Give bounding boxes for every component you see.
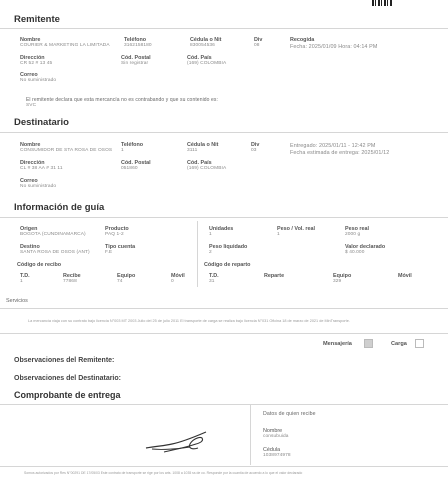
remitente-recogida: Fecha: 2025/01/09 Hora: 04:14 PM [290,44,378,50]
remitente-title: Remitente [14,14,60,25]
guia-movil: 0 [171,279,174,284]
divider [0,28,448,29]
guia-tipo-cuenta-label: Tipo cuenta [105,244,136,250]
mensajeria-label: Mensajería [323,341,352,347]
destinatario-direccion: CL # 38 AA # 31 11 [20,166,63,171]
remitente-recogida-label: Recogida [290,37,315,43]
destinatario-div: 03 [251,148,257,153]
divider [0,466,448,467]
comprobante-cedula-label: Cédula [263,447,281,453]
guia-equipo: 74 [117,279,123,284]
guia-td: 1 [20,279,23,284]
observaciones-remitente-label: Observaciones del Remitente: [14,357,115,364]
guia-reparte-label: Reparte [264,273,285,279]
destinatario-correo-label: Correo [20,178,38,184]
column-divider [197,221,198,287]
guia-recibe: 77868 [63,279,77,284]
guia-cod-reparto-label: Código de reparto [204,262,251,268]
guia-movil2-label: Móvil [398,273,412,279]
guia-cod-recibo-label: Código de recibo [17,262,62,268]
divider [0,333,448,334]
destinatario-nombre-label: Nombre [20,142,41,148]
remitente-declaracion: El remitente declara que esta mercancía no es contrabando y que su contenido es: [26,97,219,103]
guia-equipo2-label: Equipo [333,273,352,279]
carga-label: Carga [391,341,407,347]
comprobante-title: Comprobante de entrega [14,390,121,400]
guia-peso-liq-label: Peso liquidado [209,244,248,250]
guia-td2-label: T.D. [209,273,219,279]
remitente-div-label: Div [254,37,263,43]
guia-recibe-label: Recibe [63,273,81,279]
guia-td-label: T.D. [20,273,30,279]
guia-peso-vol-label: Peso / Vol. real [277,226,315,232]
observaciones-destinatario-label: Observaciones del Destinatario: [14,375,121,382]
divider [0,217,448,218]
destinatario-nombre: CONSUMIDOR DE STA ROSA DE OSOS [20,148,113,153]
guia-destino-label: Destino [20,244,40,250]
divider [0,132,448,133]
guia-destino: SANTA ROSA DE OSOS (ANT) [20,250,90,255]
destinatario-postal: 051860 [121,166,138,171]
remitente-postal-label: Cód. Postal [121,55,151,61]
guia-movil-label: Móvil [171,273,185,279]
remitente-pais: (169) COLOMBIA [187,61,227,66]
remitente-contenido: SVC [26,103,37,108]
destinatario-title: Destinatario [14,117,69,128]
divider [0,404,448,405]
remitente-postal: Sin registrar [121,61,149,66]
remitente-div: 08 [254,43,260,48]
destinatario-postal-label: Cód. Postal [121,160,151,166]
column-divider [250,405,251,465]
remitente-nombre-label: Nombre [20,37,41,43]
guia-valor-label: Valor declarado [345,244,386,250]
destinatario-telefono-label: Teléfono [121,142,144,148]
destinatario-cedula: 3111 [187,148,198,153]
remitente-correo-label: Correo [20,72,38,78]
guia-producto: PAQ 1-2 [105,232,124,237]
remitente-telefono-label: Teléfono [124,37,147,43]
guia-title: Información de guía [14,202,105,213]
carga-checkbox[interactable] [415,339,424,348]
guia-origen: BOGOTA (CUNDINAMARCA) [20,232,86,237]
guia-origen-label: Origen [20,226,38,232]
destinatario-correo: No suministrado [20,184,57,189]
remitente-nombre: COURIER & MARKETING LA LIMITADA [20,43,110,48]
comprobante-datos-label: Datos de quien recibe [263,411,316,417]
footer-legal: Somos autorizados por Res N°00291 DE 17/05/03 Este contrato de transporte se rige por los arts. 1008 a 1035 ss de co. Responde por la cuantía de acuerdo a lo que el valor declarado [24,471,303,475]
destinatario-pais-label: Cód. País [187,160,212,166]
destinatario-pais: (169) COLOMBIA [187,166,227,171]
guia-tipo-cuenta: F.E [105,250,113,255]
remitente-pais-label: Cód. País [187,55,212,61]
guia-peso-real-label: Peso real [345,226,369,232]
divider [0,308,448,309]
servicios-legal: La mercancía viaja con su contrato bajo licencia N°003 MT 2003 Julio del 25 de julio 2011 El transporte de carga se realiza bajo licencia N°031 Oficina 18 de marzo de 2021 de MinTransporte. [28,319,350,323]
servicios-title: Servicios [6,298,28,304]
signature-image [142,428,218,456]
destinatario-cedula-label: Cédula o Nit [187,142,219,148]
guia-td2: 31 [209,279,215,284]
guia-equipo2: 329 [333,279,342,284]
remitente-telefono: 3162158180 [124,43,152,48]
qr-code-icon [372,0,392,6]
guia-valor: $ 40.000 [345,250,365,255]
remitente-cedula: 830054536 [190,43,215,48]
destinatario-estimado: Fecha estimada de entrega: 2025/01/12 [290,150,390,156]
destinatario-telefono: 1 [121,148,124,153]
mensajeria-checkbox[interactable] [364,339,373,348]
remitente-correo: No suministrado [20,78,57,83]
remitente-direccion-label: Dirección [20,55,45,61]
remitente-cedula-label: Cédula o Nit [190,37,222,43]
destinatario-div-label: Div [251,142,260,148]
remitente-direccion: CR 52 # 13 45 [20,61,53,66]
guia-peso-real: 2000 g [345,232,361,237]
destinatario-direccion-label: Dirección [20,160,45,166]
destinatario-entregado: Entregado: 2025/01/11 - 12:42 PM [290,143,376,149]
comprobante-nombre-label: Nombre [263,428,283,434]
guia-equipo-label: Equipo [117,273,136,279]
comprobante-nombre: consubuida [263,434,289,439]
guia-peso-liq: 2 [209,250,212,255]
guia-unidades: 1 [209,232,212,237]
comprobante-cedula: 1038974978 [263,453,291,458]
guia-peso-vol: 1 [277,232,280,237]
guia-unidades-label: Unidades [209,226,234,232]
guia-producto-label: Producto [105,226,129,232]
